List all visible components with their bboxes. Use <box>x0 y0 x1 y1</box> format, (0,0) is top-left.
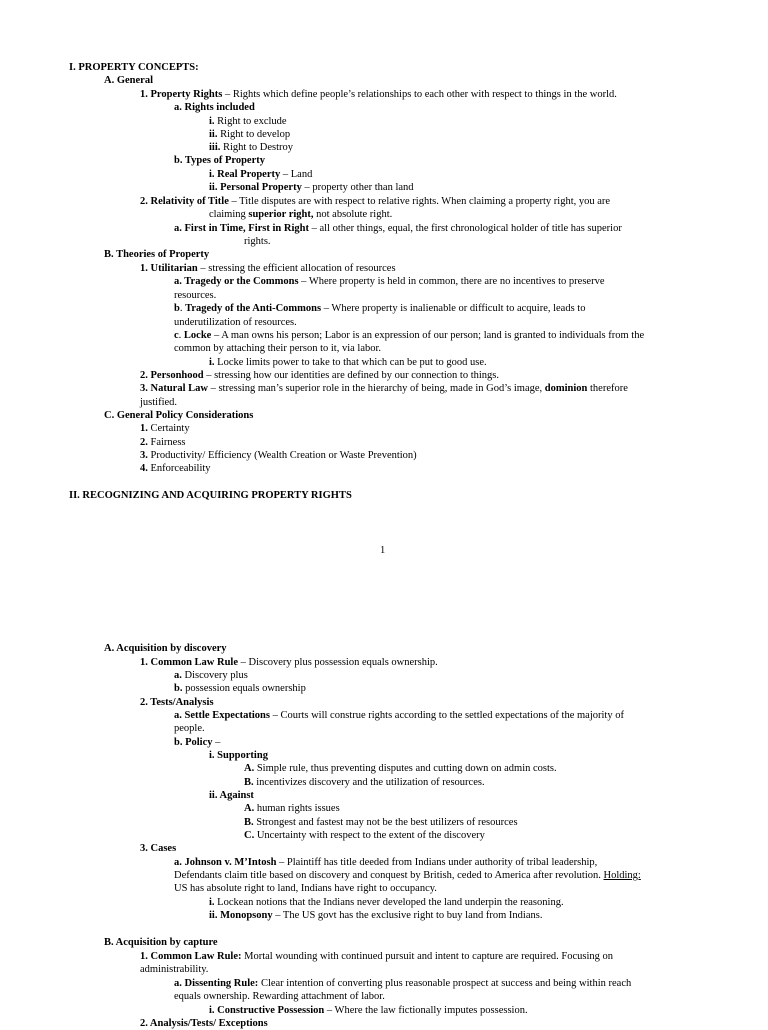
outline-line <box>174 682 306 695</box>
outline-line <box>140 656 438 669</box>
outline-line <box>140 696 214 709</box>
text-run: 1. Common Law Rule <box>140 657 239 668</box>
text-run: 2. Personhood <box>140 370 204 381</box>
text-run: rights. <box>244 236 271 247</box>
text-run: Locke limits power to take to that which can be put to good use. <box>214 357 487 368</box>
text-run: 1. Common Law Rule: <box>140 951 242 962</box>
text-run: Right to exclude <box>214 116 287 127</box>
text-run: 1. Utilitarian <box>140 263 198 274</box>
text-run: 2. Analysis/Tests/ Exceptions <box>140 1018 268 1029</box>
text-run: Lockean notions that the Indians never developed the land underpin the reasoning. <box>214 897 564 908</box>
outline-line <box>174 302 585 315</box>
text-run: c <box>174 330 179 341</box>
outline-line <box>209 181 414 194</box>
outline-line <box>174 977 631 990</box>
text-run: 2. Relativity of Title <box>140 196 229 207</box>
text-run: incentivizes discovery and the utilization of resources. <box>253 777 485 788</box>
outline-line <box>140 842 176 855</box>
outline-line <box>209 1004 528 1017</box>
outline-line <box>174 869 641 882</box>
text-run: – Where property is inalienable or difficult to acquire, leads to <box>321 303 586 314</box>
text-run: ii. Against <box>209 790 254 801</box>
text-run: b <box>174 303 180 314</box>
text-run: Strongest and fastest may not be the best utilizers of resources <box>253 817 518 828</box>
text-run: administrability. <box>140 964 209 975</box>
text-run: B. Acquisition by capture <box>104 937 218 948</box>
outline-line <box>140 382 628 395</box>
text-run: Defendants claim title based on discovery and conquest by British, ceded to America after revolution. <box>174 870 604 881</box>
outline-line <box>140 449 417 462</box>
text-run: therefore <box>587 383 628 394</box>
outline-line <box>209 115 287 128</box>
outline-line <box>140 436 186 449</box>
text-run: resources. <box>174 290 217 301</box>
outline-line <box>209 208 392 221</box>
text-run: 4. <box>140 463 148 474</box>
text-run: Simple rule, thus preventing disputes and cutting down on admin costs. <box>254 763 557 774</box>
text-run: Discovery plus <box>181 670 248 681</box>
outline-line <box>174 736 220 749</box>
text-run: 1. <box>140 423 148 434</box>
text-run: justified. <box>140 397 178 408</box>
text-run: – stressing man’s superior role in the hierarchy of being, made in God’s image, <box>207 383 545 394</box>
text-run: Mortal wounding with continued pursuit and intent to capture are required. Focusing on <box>241 951 614 962</box>
text-run: people. <box>174 723 205 734</box>
text-run: – Courts will construe rights according to the settled expectations of the majority of <box>269 710 624 721</box>
text-run: i. <box>209 357 215 368</box>
text-run: not absolute right. <box>313 209 393 220</box>
text-run: B. <box>244 777 254 788</box>
text-run: i. Real Property <box>209 169 281 180</box>
text-run: – Title disputes are with respect to relative rights. When claiming a property right, you are <box>228 196 611 207</box>
text-run: b. <box>174 683 183 694</box>
text-run: I. PROPERTY CONCEPTS: <box>69 62 199 73</box>
text-run: underutilization of resources. <box>174 317 297 328</box>
text-run: – The US govt has the exclusive right to buy land from Indians. <box>272 910 543 921</box>
text-run: – Where the law fictionally imputes possession. <box>324 1005 528 1016</box>
outline-line <box>140 950 613 963</box>
outline-line <box>104 936 218 949</box>
text-run: i. Constructive Possession <box>209 1005 325 1016</box>
text-run: Certainty <box>147 423 190 434</box>
outline-line <box>244 829 485 842</box>
outline-line <box>104 74 153 87</box>
text-run: – stressing how our identities are defined by our connection to things. <box>203 370 499 381</box>
text-run: Right to develop <box>217 129 291 140</box>
text-run: i. <box>209 116 215 127</box>
outline-line <box>140 963 208 976</box>
outline-line <box>244 235 271 248</box>
text-run: a. Tragedy or the Commons <box>174 276 299 287</box>
text-run: – stressing the efficient allocation of resources <box>197 263 396 274</box>
text-run: common by attaching their person to it, via labor. <box>174 343 382 354</box>
text-run: Holding: <box>603 870 641 881</box>
text-run: Enforceability <box>147 463 211 474</box>
text-run: C. <box>244 830 255 841</box>
text-run: a. <box>174 670 182 681</box>
outline-line <box>174 722 205 735</box>
text-run: A. <box>244 803 255 814</box>
text-run: ii. Personal Property <box>209 182 302 193</box>
outline-line <box>140 262 396 275</box>
outline-line <box>174 329 644 342</box>
page-number: 1 <box>380 545 386 556</box>
outline-line <box>209 141 293 154</box>
text-run: – A man owns his person; Labor is an expression of our person; land is granted to individuals from the <box>211 330 645 341</box>
text-run: C. General Policy Considerations <box>104 410 254 421</box>
outline-line <box>140 396 177 409</box>
text-run: superior right, <box>248 209 314 220</box>
outline-line <box>244 762 557 775</box>
outline-line <box>174 316 297 329</box>
outline-line <box>174 342 381 355</box>
text-run: ii. <box>209 129 218 140</box>
outline-line <box>244 816 518 829</box>
text-run: Fairness <box>147 437 186 448</box>
text-run: B. <box>244 817 254 828</box>
outline-line <box>174 222 622 235</box>
outline-line <box>174 669 248 682</box>
text-run: Clear intention of converting plus reasonable prospect at success and being within reach <box>258 978 632 989</box>
outline-line <box>174 709 624 722</box>
outline-line <box>209 128 290 141</box>
text-run: 3. Natural Law <box>140 383 208 394</box>
text-run: a. First in Time, First in Right <box>174 223 309 234</box>
outline-line <box>174 101 255 114</box>
outline-line <box>69 61 199 74</box>
outline-line <box>174 856 597 869</box>
outline-line <box>140 422 190 435</box>
outline-line <box>140 195 610 208</box>
text-run: A. <box>244 763 255 774</box>
outline-line <box>209 909 542 922</box>
outline-line <box>244 776 485 789</box>
text-run: 2. Tests/Analysis <box>140 697 214 708</box>
outline-line <box>209 168 312 181</box>
text-run: Tragedy of the Anti-Commons <box>185 303 322 314</box>
outline-line <box>174 275 605 288</box>
text-run: a. Dissenting Rule: <box>174 978 259 989</box>
text-run: claiming <box>209 209 249 220</box>
text-run: – all other things, equal, the first chronological holder of title has superior <box>308 223 622 234</box>
text-run: B. Theories of Property <box>104 249 210 260</box>
text-run: Productivity/ Efficiency (Wealth Creation or Waste Prevention) <box>147 450 417 461</box>
outline-line <box>69 489 352 502</box>
outline-line <box>174 154 265 167</box>
text-run: – property other than land <box>301 182 414 193</box>
text-run: 3. <box>140 450 148 461</box>
text-run: i. Supporting <box>209 750 268 761</box>
text-run: human rights issues <box>254 803 340 814</box>
text-run: ii. Monopsony <box>209 910 273 921</box>
text-run: US has absolute right to land, Indians have right to occupancy. <box>174 883 437 894</box>
text-run: – Land <box>280 169 313 180</box>
outline-line <box>140 88 617 101</box>
text-run: 2. <box>140 437 148 448</box>
text-run: A. Acquisition by discovery <box>104 643 227 654</box>
text-run: b. Types of Property <box>174 155 265 166</box>
outline-line <box>244 802 340 815</box>
outline-line <box>174 882 437 895</box>
text-run: 3. Cases <box>140 843 177 854</box>
text-run: . <box>178 330 184 341</box>
outline-line <box>104 642 227 655</box>
outline-line <box>209 749 268 762</box>
text-run: possession equals ownership <box>182 683 306 694</box>
outline-line <box>209 789 254 802</box>
text-run: dominion <box>544 383 588 394</box>
outline-line <box>140 462 211 475</box>
outline-line <box>104 409 253 422</box>
text-run: i. <box>209 897 215 908</box>
text-run: a. Rights included <box>174 102 255 113</box>
text-run: Locke <box>183 330 212 341</box>
outline-line <box>209 896 564 909</box>
text-run: A. General <box>104 75 153 86</box>
outline-line <box>174 990 385 1003</box>
outline-line <box>209 356 487 369</box>
text-run: – Plaintiff has title deeded from Indians under authority of tribal leadership, <box>276 857 598 868</box>
text-run: 1. Property Rights <box>140 89 223 100</box>
text-run: Uncertainty with respect to the extent of the discovery <box>254 830 485 841</box>
text-run: iii. <box>209 142 221 153</box>
text-run: b. Policy <box>174 737 213 748</box>
text-run: – <box>212 737 221 748</box>
outline-line <box>104 248 209 261</box>
text-run: – Discovery plus possession equals ownership. <box>238 657 438 668</box>
outline-line <box>174 289 216 302</box>
text-run: a. Johnson v. M’Intosh <box>174 857 277 868</box>
text-run: a. Settle Expectations <box>174 710 270 721</box>
text-run: – Where property is held in common, there are no incentives to preserve <box>298 276 605 287</box>
outline-line <box>140 369 499 382</box>
text-run: II. RECOGNIZING AND ACQUIRING PROPERTY RIGHTS <box>69 490 352 501</box>
text-run: equals ownership. Rewarding attachment of labor. <box>174 991 385 1002</box>
text-run: Right to Destroy <box>220 142 294 153</box>
text-run: – Rights which define people’s relationships to each other with respect to things in the world. <box>222 89 617 100</box>
text-run: . <box>179 303 186 314</box>
